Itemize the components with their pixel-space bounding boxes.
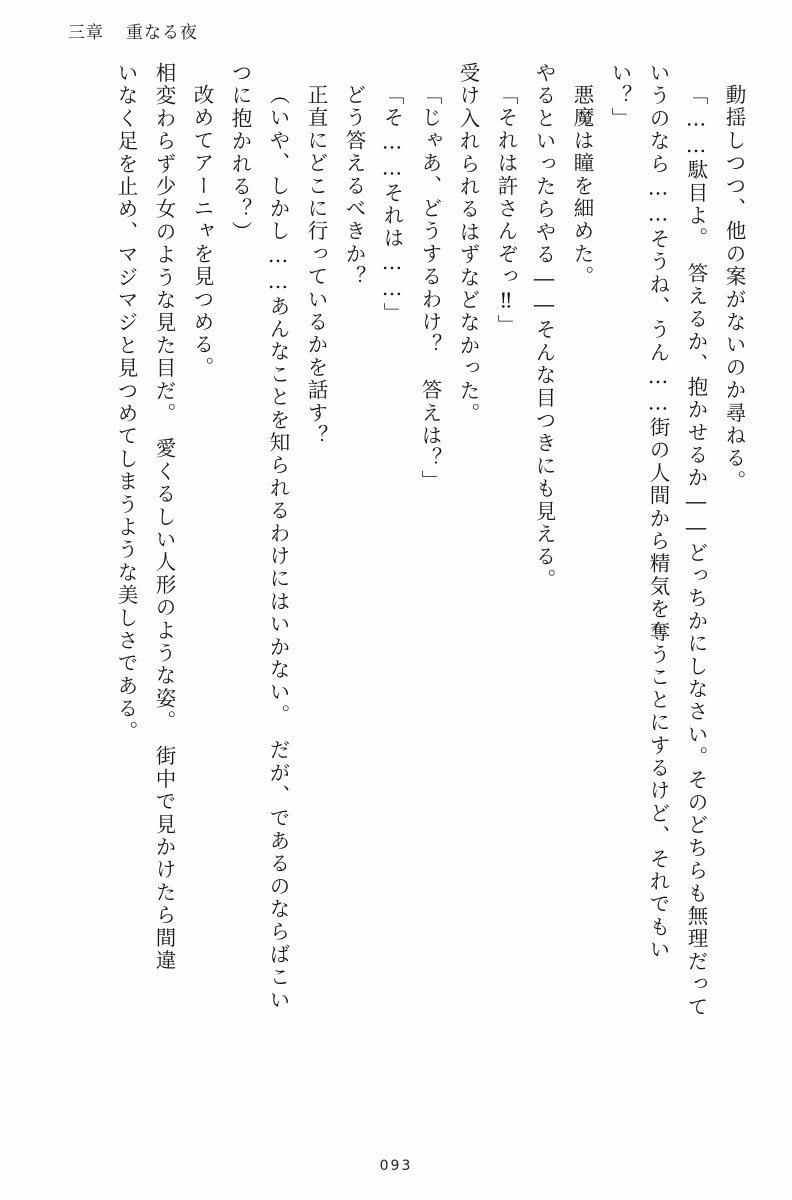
chapter-title: 重なる夜	[126, 23, 198, 43]
text-line: 「……駄目よ。 答えるか、抱かせるか――どっちかにしなさい。そのどちらも無理だって	[684, 84, 708, 1019]
text-line: 動揺しつつ、他の案がないのか尋ねる。	[722, 84, 746, 493]
text-line: いうのなら……そうね、うん……街の人間から精気を奪うことにするけど、それでもい	[646, 62, 670, 962]
text-line: （いや、しかし……あんなことを知られるわけにはいかない。 だが、であるのならばこい	[266, 84, 290, 1012]
text-line: 悪魔は瞳を細めた。	[570, 84, 594, 289]
page-number: 093	[379, 1158, 413, 1174]
vertical-text-body	[60, 62, 744, 1137]
chapter-number: 三章	[68, 23, 104, 43]
text-line: 改めてアーニャを見つめる。	[190, 84, 214, 380]
text-line: 正直にどこに行っているかを話す？	[304, 84, 328, 448]
text-line: どう答えるべきか？	[342, 84, 366, 289]
text-line: つに抱かれる？）	[228, 62, 252, 244]
text-line: い？」	[608, 62, 632, 131]
text-line: 「そ……それは……」	[380, 84, 404, 325]
running-head	[68, 18, 198, 43]
text-line: 受け入れられるはずなどなかった。	[456, 62, 480, 426]
text-line: いなく足を止め、マジマジと見つめてしまうような美しさである。	[114, 62, 138, 743]
text-line: 相変わらず少女のような見た目だ。 愛くるしい人形のような姿。 街中で見かけたら間違	[152, 62, 176, 973]
text-line: やるといったらやる――そんな目つきにも見える。	[532, 62, 556, 592]
text-line: 「それは許さんぞっ‼」	[494, 84, 518, 338]
text-line: 「じゃあ、どうするわけ？ 答えは？」	[418, 84, 442, 493]
